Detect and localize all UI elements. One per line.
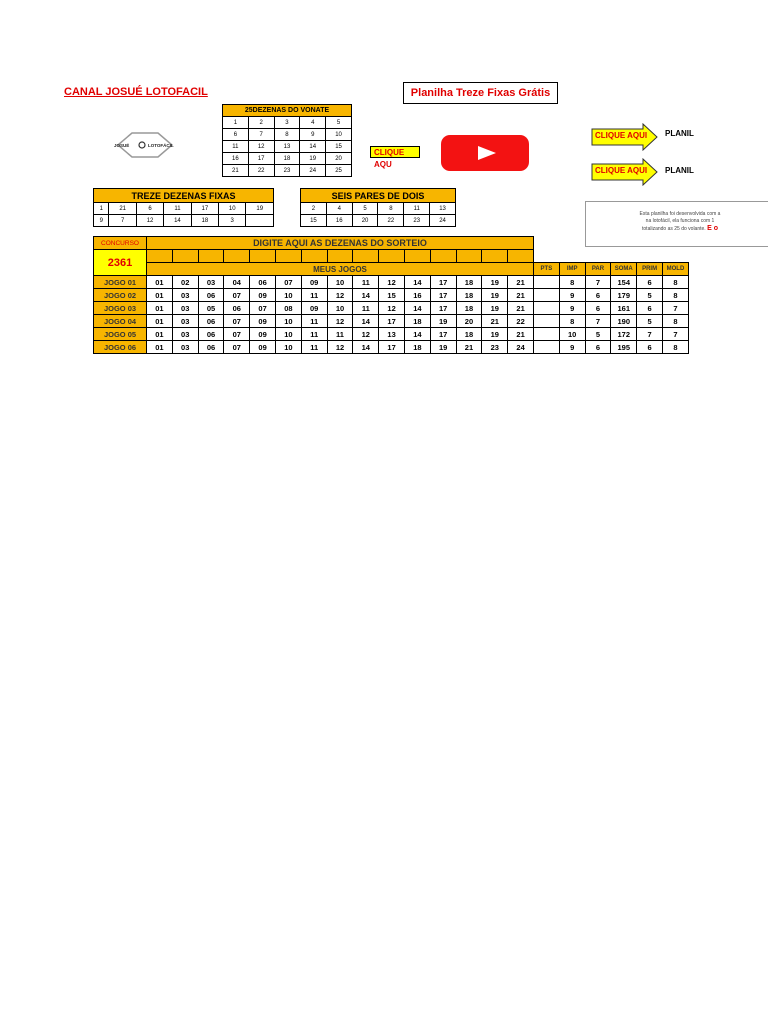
game-number-cell[interactable]: 07 xyxy=(224,289,250,302)
vonate-cell: 1 xyxy=(223,117,249,129)
game-stat-prim: 5 xyxy=(637,315,663,328)
stat-header-soma: SOMA xyxy=(611,263,637,276)
game-number-cell[interactable]: 03 xyxy=(172,289,198,302)
game-stat-mold: 8 xyxy=(662,315,688,328)
game-number-cell[interactable]: 09 xyxy=(250,315,276,328)
game-stat-mold: 8 xyxy=(662,276,688,289)
table-row xyxy=(94,328,689,341)
table-row xyxy=(94,289,689,302)
draw-input[interactable] xyxy=(353,250,379,263)
game-number-cell[interactable]: 07 xyxy=(276,276,302,289)
game-number-cell[interactable]: 14 xyxy=(353,315,379,328)
game-number-cell[interactable]: 18 xyxy=(456,302,482,315)
fixed-number-cell: 12 xyxy=(136,215,163,227)
game-number-cell[interactable]: 03 xyxy=(172,341,198,354)
game-number-cell[interactable]: 19 xyxy=(430,315,456,328)
game-number-cell[interactable]: 08 xyxy=(276,302,302,315)
draw-input[interactable] xyxy=(198,250,224,263)
info-line-1: Esta planilha foi desenvolvida com a xyxy=(639,211,721,217)
youtube-button[interactable] xyxy=(441,135,529,171)
game-number-cell[interactable]: 19 xyxy=(430,341,456,354)
game-stat-imp: 9 xyxy=(559,341,585,354)
vonate-cell: 25 xyxy=(326,165,352,177)
game-stat-prim: 7 xyxy=(637,328,663,341)
meus-jogos-label: MEUS JOGOS xyxy=(147,263,534,276)
game-stat-imp: 8 xyxy=(559,276,585,289)
info-line-3: totalizando as 25 do volante. xyxy=(642,226,706,232)
game-number-cell[interactable]: 06 xyxy=(224,302,250,315)
game-number-cell[interactable]: 12 xyxy=(353,328,379,341)
game-number-cell[interactable]: 14 xyxy=(404,328,430,341)
vonate-cell: 6 xyxy=(223,129,249,141)
concurso-label: CONCURSO xyxy=(94,237,147,250)
fixed-number-cell: 2 xyxy=(301,203,327,215)
draw-input[interactable] xyxy=(430,250,456,263)
vonate-cell: 8 xyxy=(274,129,300,141)
game-stat-par: 6 xyxy=(585,302,611,315)
table-row xyxy=(94,341,689,354)
fixed-number-cell: 15 xyxy=(301,215,327,227)
vonate-cell: 15 xyxy=(326,141,352,153)
game-number-cell[interactable]: 06 xyxy=(198,341,224,354)
game-stat-prim: 6 xyxy=(637,341,663,354)
game-stat-par: 6 xyxy=(585,341,611,354)
game-number-cell[interactable]: 17 xyxy=(430,289,456,302)
vonate-cell: 24 xyxy=(300,165,326,177)
logo-text-right: LOTOFÁCIL xyxy=(148,143,174,148)
game-number-cell[interactable]: 12 xyxy=(379,302,405,315)
stat-header-prim: PRIM xyxy=(637,263,663,276)
game-number-cell[interactable]: 22 xyxy=(508,315,534,328)
stat-header-imp: IMP xyxy=(559,263,585,276)
game-number-cell[interactable]: 03 xyxy=(172,302,198,315)
fixed-number-cell: 16 xyxy=(326,215,352,227)
fixed-number-cell: 8 xyxy=(378,203,404,215)
game-label: JOGO 05 xyxy=(94,328,147,341)
game-number-cell[interactable]: 09 xyxy=(250,341,276,354)
planilha-link-2[interactable]: PLANIL xyxy=(665,166,694,175)
fixed-number-cell: 21 xyxy=(109,203,136,215)
info-line-2: na lotofácil, ela funciona com 1 xyxy=(645,218,715,224)
game-number-cell[interactable]: 10 xyxy=(327,302,353,315)
game-number-cell[interactable]: 01 xyxy=(147,315,173,328)
draw-input[interactable] xyxy=(276,250,302,263)
fixed-number-cell xyxy=(246,215,274,227)
vonate-cell: 4 xyxy=(300,117,326,129)
vonate-title: 25DEZENAS DO VONATE xyxy=(223,105,352,117)
seis-title: SEIS PARES DE DOIS xyxy=(301,189,456,203)
game-number-cell[interactable]: 11 xyxy=(327,328,353,341)
game-number-cell[interactable]: 01 xyxy=(147,276,173,289)
game-number-cell[interactable]: 05 xyxy=(198,302,224,315)
game-number-cell[interactable]: 10 xyxy=(276,289,302,302)
game-stat-imp: 10 xyxy=(559,328,585,341)
vonate-cell: 20 xyxy=(326,153,352,165)
fixed-number-cell: 6 xyxy=(136,203,163,215)
draw-input[interactable] xyxy=(404,250,430,263)
clique-aqui-right-1[interactable] xyxy=(591,123,661,151)
game-stat-pts xyxy=(533,276,559,289)
game-number-cell[interactable]: 11 xyxy=(301,341,327,354)
game-number-cell[interactable]: 21 xyxy=(482,315,508,328)
game-stat-par: 5 xyxy=(585,328,611,341)
game-number-cell[interactable]: 11 xyxy=(353,302,379,315)
game-number-cell[interactable]: 02 xyxy=(172,276,198,289)
game-number-cell[interactable]: 09 xyxy=(250,328,276,341)
game-stat-soma: 172 xyxy=(611,328,637,341)
game-number-cell[interactable]: 18 xyxy=(404,315,430,328)
fixed-number-cell: 10 xyxy=(219,203,246,215)
draw-input[interactable] xyxy=(456,250,482,263)
game-label: JOGO 02 xyxy=(94,289,147,302)
planilha-link-1[interactable]: PLANIL xyxy=(665,129,694,138)
game-number-cell[interactable]: 19 xyxy=(482,289,508,302)
game-number-cell[interactable]: 06 xyxy=(250,276,276,289)
clique-aqui-right-2-label: CLIQUE AQUI xyxy=(595,166,648,175)
play-icon xyxy=(478,146,496,160)
logo-text-left: JOSUÉ xyxy=(114,143,130,148)
fixed-number-cell: 24 xyxy=(430,215,456,227)
fixed-number-cell: 23 xyxy=(404,215,430,227)
game-number-cell[interactable]: 07 xyxy=(224,328,250,341)
game-stat-pts xyxy=(533,328,559,341)
game-stat-imp: 9 xyxy=(559,302,585,315)
game-number-cell[interactable]: 21 xyxy=(508,328,534,341)
vonate-cell: 16 xyxy=(223,153,249,165)
game-number-cell[interactable]: 17 xyxy=(430,302,456,315)
game-number-cell[interactable]: 13 xyxy=(379,328,405,341)
game-stat-prim: 5 xyxy=(637,289,663,302)
draw-input[interactable] xyxy=(482,250,508,263)
digite-label: DIGITE AQUI AS DEZENAS DO SORTEIO xyxy=(147,237,534,250)
fixed-number-cell: 18 xyxy=(191,215,218,227)
game-number-cell[interactable]: 12 xyxy=(379,276,405,289)
game-stat-pts xyxy=(533,315,559,328)
game-number-cell[interactable]: 16 xyxy=(404,289,430,302)
game-number-cell[interactable]: 09 xyxy=(250,289,276,302)
fixed-number-cell: 7 xyxy=(109,215,136,227)
game-number-cell[interactable]: 14 xyxy=(353,289,379,302)
game-number-cell[interactable]: 09 xyxy=(301,302,327,315)
table-row xyxy=(94,302,689,315)
game-number-cell[interactable]: 18 xyxy=(404,341,430,354)
game-number-cell[interactable]: 07 xyxy=(224,315,250,328)
game-number-cell[interactable]: 07 xyxy=(224,341,250,354)
stat-header-mold: MOLD xyxy=(662,263,688,276)
fixed-number-cell: 9 xyxy=(94,215,109,227)
game-number-cell[interactable]: 23 xyxy=(482,341,508,354)
game-stat-soma: 161 xyxy=(611,302,637,315)
game-number-cell[interactable]: 01 xyxy=(147,341,173,354)
table-row xyxy=(94,276,689,289)
game-number-cell[interactable]: 17 xyxy=(430,328,456,341)
vonate-cell: 22 xyxy=(248,165,274,177)
game-number-cell[interactable]: 17 xyxy=(379,341,405,354)
game-number-cell[interactable]: 21 xyxy=(456,341,482,354)
game-number-cell[interactable]: 11 xyxy=(301,289,327,302)
game-number-cell[interactable]: 18 xyxy=(456,276,482,289)
game-number-cell[interactable]: 20 xyxy=(456,315,482,328)
info-line-3-red: E o xyxy=(707,225,718,232)
vonate-cell: 23 xyxy=(274,165,300,177)
game-number-cell[interactable]: 12 xyxy=(327,289,353,302)
game-number-cell[interactable]: 10 xyxy=(276,315,302,328)
game-number-cell[interactable]: 04 xyxy=(224,276,250,289)
fixed-number-cell: 1 xyxy=(94,203,109,215)
draw-input[interactable] xyxy=(379,250,405,263)
game-stat-imp: 8 xyxy=(559,315,585,328)
fixed-number-cell: 17 xyxy=(191,203,218,215)
game-stat-soma: 195 xyxy=(611,341,637,354)
clique-aqui-right-1-label: CLIQUE AQUI xyxy=(595,131,648,140)
game-stat-soma: 179 xyxy=(611,289,637,302)
channel-title-link[interactable]: CANAL JOSUÉ LOTOFACIL xyxy=(64,86,208,98)
treze-title: TREZE DEZENAS FIXAS xyxy=(94,189,274,203)
game-number-cell[interactable]: 11 xyxy=(301,315,327,328)
game-number-cell[interactable]: 14 xyxy=(404,276,430,289)
game-number-cell[interactable]: 19 xyxy=(482,328,508,341)
fixed-number-cell: 22 xyxy=(378,215,404,227)
draw-input[interactable] xyxy=(301,250,327,263)
vonate-cell: 14 xyxy=(300,141,326,153)
game-label: JOGO 04 xyxy=(94,315,147,328)
table-row xyxy=(94,315,689,328)
game-number-cell[interactable]: 01 xyxy=(147,302,173,315)
vonate-cell: 2 xyxy=(248,117,274,129)
stat-header-pts: PTS xyxy=(533,263,559,276)
fixed-number-cell: 5 xyxy=(352,203,378,215)
game-number-cell[interactable]: 01 xyxy=(147,289,173,302)
draw-input[interactable] xyxy=(327,250,353,263)
game-number-cell[interactable]: 24 xyxy=(508,341,534,354)
seis-pares-table xyxy=(300,188,456,227)
game-stat-mold: 8 xyxy=(662,341,688,354)
game-number-cell[interactable]: 07 xyxy=(250,302,276,315)
clique-aqui-right-2[interactable] xyxy=(591,158,661,186)
sheet-title-box: Planilha Treze Fixas Grátis xyxy=(403,82,558,104)
clique-aqui-center-button[interactable]: CLIQUE AQU xyxy=(370,146,420,158)
game-number-cell[interactable]: 10 xyxy=(276,328,302,341)
game-stat-pts xyxy=(533,289,559,302)
game-stat-par: 6 xyxy=(585,289,611,302)
game-number-cell[interactable]: 12 xyxy=(327,315,353,328)
game-number-cell[interactable]: 21 xyxy=(508,289,534,302)
logo-image xyxy=(112,128,178,162)
fixed-number-cell: 11 xyxy=(164,203,191,215)
game-number-cell[interactable]: 10 xyxy=(276,341,302,354)
game-stat-mold: 8 xyxy=(662,289,688,302)
treze-fixas-table xyxy=(93,188,274,227)
vonate-cell: 21 xyxy=(223,165,249,177)
games-table xyxy=(93,236,689,354)
game-number-cell[interactable]: 06 xyxy=(198,315,224,328)
fixed-number-cell: 11 xyxy=(404,203,430,215)
fixed-number-cell: 14 xyxy=(164,215,191,227)
game-stat-soma: 154 xyxy=(611,276,637,289)
game-number-cell[interactable]: 11 xyxy=(301,328,327,341)
game-number-cell[interactable]: 17 xyxy=(379,315,405,328)
game-stat-par: 7 xyxy=(585,315,611,328)
fixed-number-cell: 13 xyxy=(430,203,456,215)
game-number-cell[interactable]: 14 xyxy=(404,302,430,315)
fixed-number-cell: 20 xyxy=(352,215,378,227)
game-number-cell[interactable]: 19 xyxy=(482,302,508,315)
game-stat-prim: 6 xyxy=(637,302,663,315)
game-label: JOGO 01 xyxy=(94,276,147,289)
draw-input[interactable] xyxy=(508,250,534,263)
fixed-number-cell: 4 xyxy=(326,203,352,215)
game-stat-soma: 190 xyxy=(611,315,637,328)
draw-input[interactable] xyxy=(250,250,276,263)
game-number-cell[interactable]: 03 xyxy=(172,315,198,328)
vonate-table xyxy=(222,104,352,177)
game-stat-prim: 6 xyxy=(637,276,663,289)
game-number-cell[interactable]: 06 xyxy=(198,328,224,341)
game-number-cell[interactable]: 18 xyxy=(456,328,482,341)
vonate-cell: 17 xyxy=(248,153,274,165)
fixed-number-cell: 3 xyxy=(219,215,246,227)
game-number-cell[interactable]: 18 xyxy=(456,289,482,302)
concurso-value[interactable]: 2361 xyxy=(94,250,147,276)
vonate-cell: 11 xyxy=(223,141,249,153)
vonate-cell: 19 xyxy=(300,153,326,165)
game-number-cell[interactable]: 17 xyxy=(430,276,456,289)
game-label: JOGO 06 xyxy=(94,341,147,354)
game-stat-mold: 7 xyxy=(662,328,688,341)
game-label: JOGO 03 xyxy=(94,302,147,315)
vonate-cell: 18 xyxy=(274,153,300,165)
game-number-cell[interactable]: 15 xyxy=(379,289,405,302)
game-stat-pts xyxy=(533,341,559,354)
vonate-cell: 9 xyxy=(300,129,326,141)
game-number-cell[interactable]: 03 xyxy=(172,328,198,341)
game-number-cell[interactable]: 01 xyxy=(147,328,173,341)
vonate-cell: 13 xyxy=(274,141,300,153)
game-number-cell[interactable]: 21 xyxy=(508,302,534,315)
game-number-cell[interactable]: 06 xyxy=(198,289,224,302)
draw-input[interactable] xyxy=(224,250,250,263)
stat-header-par: PAR xyxy=(585,263,611,276)
vonate-cell: 12 xyxy=(248,141,274,153)
fixed-number-cell: 19 xyxy=(246,203,274,215)
vonate-cell: 7 xyxy=(248,129,274,141)
game-stat-mold: 7 xyxy=(662,302,688,315)
vonate-cell: 10 xyxy=(326,129,352,141)
game-number-cell[interactable]: 19 xyxy=(482,276,508,289)
draw-input[interactable] xyxy=(147,250,173,263)
game-number-cell[interactable]: 14 xyxy=(353,341,379,354)
vonate-cell: 3 xyxy=(274,117,300,129)
game-number-cell[interactable]: 21 xyxy=(508,276,534,289)
game-number-cell[interactable]: 10 xyxy=(327,276,353,289)
vonate-cell: 5 xyxy=(326,117,352,129)
game-stat-pts xyxy=(533,302,559,315)
draw-input[interactable] xyxy=(172,250,198,263)
game-stat-imp: 9 xyxy=(559,289,585,302)
game-number-cell[interactable]: 12 xyxy=(327,341,353,354)
game-stat-par: 7 xyxy=(585,276,611,289)
game-number-cell[interactable]: 09 xyxy=(301,276,327,289)
game-number-cell[interactable]: 03 xyxy=(198,276,224,289)
game-number-cell[interactable]: 11 xyxy=(353,276,379,289)
